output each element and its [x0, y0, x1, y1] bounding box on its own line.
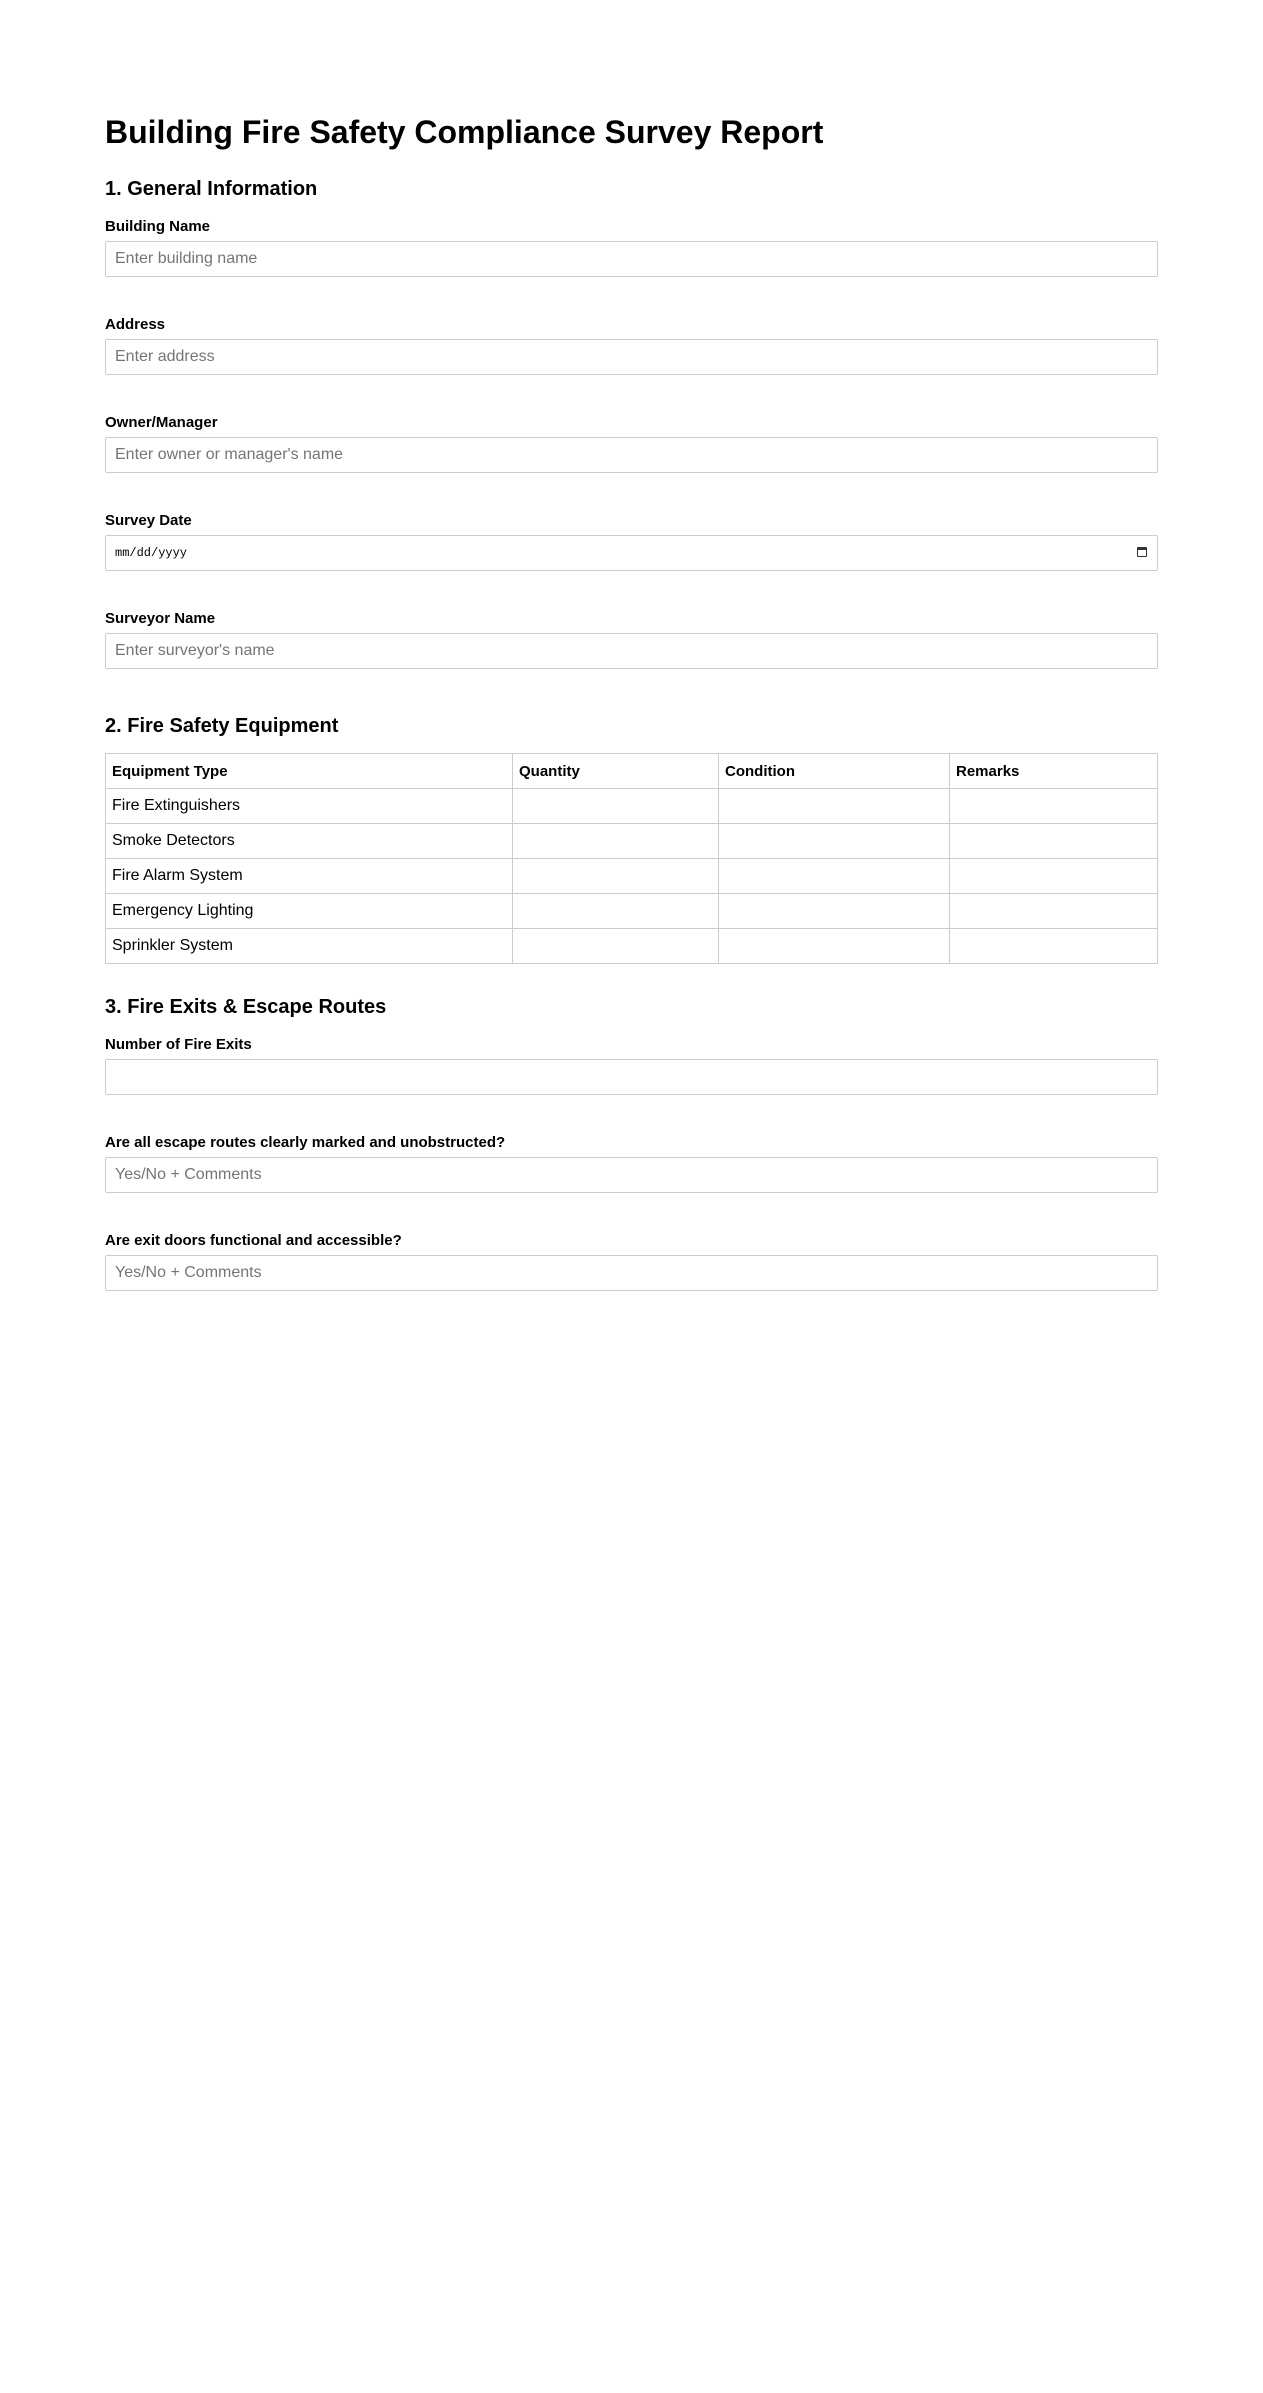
- quantity-cell[interactable]: [513, 894, 719, 929]
- condition-cell[interactable]: [719, 789, 950, 824]
- quantity-cell[interactable]: [513, 859, 719, 894]
- table-row: [106, 824, 1158, 859]
- building-name-field: [105, 218, 1158, 277]
- section-general-information-title: 1. General Information: [105, 178, 318, 200]
- address-label: Address: [105, 316, 166, 333]
- remarks-cell[interactable]: [950, 789, 1158, 824]
- condition-cell[interactable]: [719, 824, 950, 859]
- condition-cell[interactable]: [719, 929, 950, 964]
- header-equipment-type: Equipment Type: [106, 754, 513, 789]
- number-of-fire-exits-input[interactable]: [105, 1059, 1158, 1095]
- calendar-icon[interactable]: [1137, 547, 1147, 557]
- equipment-type-cell: Fire Alarm System: [106, 859, 513, 894]
- quantity-cell[interactable]: [513, 824, 719, 859]
- remarks-cell[interactable]: [950, 894, 1158, 929]
- table-row: [106, 929, 1158, 964]
- header-quantity: Quantity: [513, 754, 719, 789]
- equipment-type-cell: Smoke Detectors: [106, 824, 513, 859]
- exit-doors-label: Are exit doors functional and accessible?: [105, 1232, 402, 1249]
- escape-routes-input[interactable]: [105, 1157, 1158, 1193]
- remarks-cell[interactable]: [950, 859, 1158, 894]
- equipment-type-cell: Sprinkler System: [106, 929, 513, 964]
- header-condition: Condition: [719, 754, 950, 789]
- equipment-type-cell: Fire Extinguishers: [106, 789, 513, 824]
- table-header-row: [106, 754, 1158, 789]
- page-title: Building Fire Safety Compliance Survey Report: [105, 114, 824, 150]
- owner-manager-field: [105, 414, 1158, 473]
- escape-routes-field: [105, 1134, 1158, 1193]
- survey-date-input[interactable]: [105, 535, 1158, 571]
- building-name-input[interactable]: [105, 241, 1158, 277]
- equipment-table: [105, 753, 1158, 964]
- report-form: [105, 92, 1158, 1291]
- surveyor-name-input[interactable]: [105, 633, 1158, 669]
- equipment-type-cell: Emergency Lighting: [106, 894, 513, 929]
- surveyor-name-label: Surveyor Name: [105, 610, 216, 627]
- owner-manager-input[interactable]: [105, 437, 1158, 473]
- owner-manager-label: Owner/Manager: [105, 414, 218, 431]
- condition-cell[interactable]: [719, 859, 950, 894]
- section-fire-safety-equipment-title: 2. Fire Safety Equipment: [105, 715, 339, 737]
- table-row: [106, 894, 1158, 929]
- condition-cell[interactable]: [719, 894, 950, 929]
- quantity-cell[interactable]: [513, 929, 719, 964]
- survey-date-field: [105, 512, 1158, 571]
- table-row: [106, 859, 1158, 894]
- survey-date-label: Survey Date: [105, 512, 192, 529]
- remarks-cell[interactable]: [950, 824, 1158, 859]
- number-of-fire-exits-field: [105, 1036, 1158, 1095]
- quantity-cell[interactable]: [513, 789, 719, 824]
- address-input[interactable]: [105, 339, 1158, 375]
- escape-routes-label: Are all escape routes clearly marked and unobstructed?: [105, 1134, 506, 1151]
- address-field: [105, 316, 1158, 375]
- building-name-label: Building Name: [105, 218, 211, 235]
- surveyor-name-field: [105, 610, 1158, 669]
- exit-doors-input[interactable]: [105, 1255, 1158, 1291]
- section-fire-exits-title: 3. Fire Exits & Escape Routes: [105, 996, 387, 1018]
- remarks-cell[interactable]: [950, 929, 1158, 964]
- survey-date-placeholder: mm/dd/yyyy: [115, 546, 188, 560]
- header-remarks: Remarks: [950, 754, 1158, 789]
- exit-doors-field: [105, 1232, 1158, 1291]
- number-of-fire-exits-label: Number of Fire Exits: [105, 1036, 252, 1053]
- table-row: [106, 789, 1158, 824]
